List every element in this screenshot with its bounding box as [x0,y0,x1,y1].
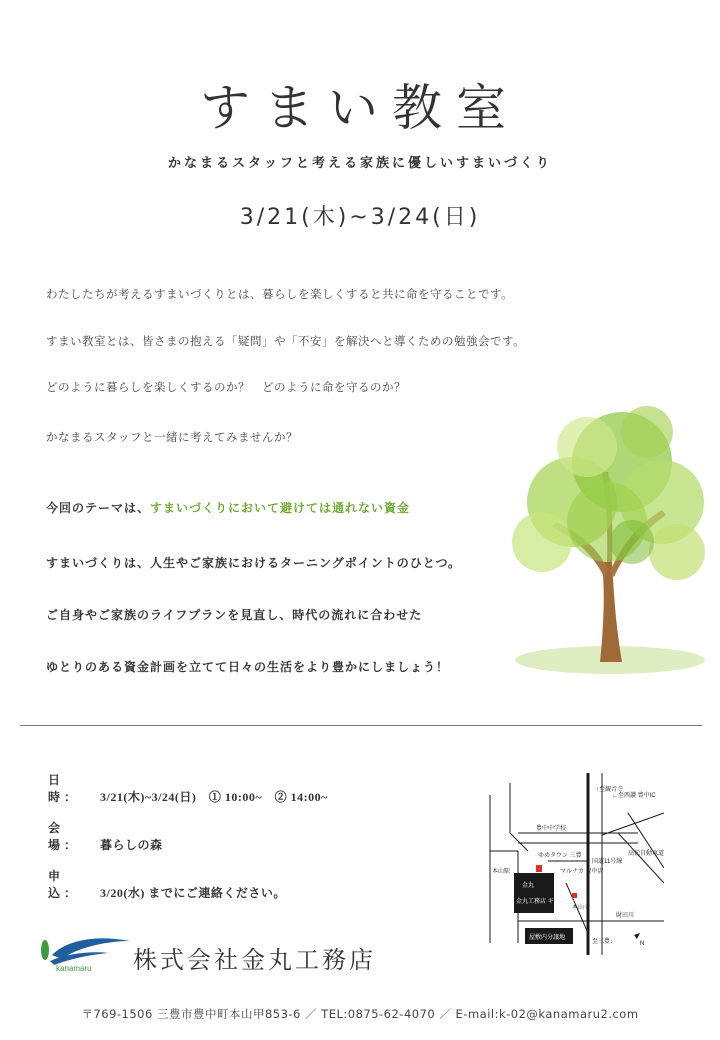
map-label-gallery: 金丸工務店 ギャラリー [516,899,578,905]
company-logo [38,933,133,973]
map-label-river: 財田川 [616,913,635,919]
body-line-1: すまいづくりは、人生やご家族におけるターニングポイントのひとつ。 [46,556,462,570]
logo-wordmark: kanamaru [56,964,92,973]
info-venue-label: 会 場： [48,821,81,852]
footer-contact: 〒769-1506 三豊市豊中町本山甲853-6 ／ TEL:0875-62-4070 ／ E-mail:k-02@kanamaru2.com [81,1007,639,1021]
map-label-north: N [640,941,645,947]
access-map [488,773,664,955]
info-date-value: 3/21(木)~3/24(日) ① 10:00~ ② 14:00~ [100,790,328,804]
info-apply-label: 申 込： [48,869,81,900]
tree-illustration [512,392,708,682]
event-dates: 3/21(木)~3/24(日) [239,205,481,230]
map-label-south: 至三豊↓ [592,939,614,945]
map-label-route: ↑至観音寺 [596,787,624,793]
map-label-store1: ゆめタウン 三豊 [538,853,582,859]
intro-line-2: すまい教室とは、皆さまの抱える「疑問」や「不安」を解決へと導くための勉強会です。 [46,334,526,348]
page-title: すまい教室 [200,79,520,137]
intro-line-4: かなまるスタッフと一緒に考えてみませんか？ [46,430,298,444]
map-label-highway: 高松自動車道 [628,851,664,857]
map-label-site: 屋敷内分譲地 [529,935,566,941]
theme-prefix: 今回のテーマは、 [46,501,151,515]
map-label-ic: ←至西讃 豊中IC [612,793,656,799]
map-label-road: 国道11号線 [592,859,623,865]
company-name: 株式会社金丸工務店 [133,946,376,974]
map-label-temple: 本山寺 [572,905,591,911]
body-line-2: ご自身やご家族のライフプランを見直し、時代の流れに合わせた [46,608,423,622]
theme-highlight: すまいづくりにおいて避けては通れない資金 [150,501,411,515]
section-divider [20,725,702,726]
info-venue-value: 暮らしの森 [100,838,163,852]
map-label-school: 豊中中学校 [536,826,567,832]
intro-line-1: わたしたちが考えるすまいづくりとは、暮らしを楽しくすると共に命を守ることです。 [46,287,514,301]
map-label-venue-small: 金丸 [522,883,535,889]
info-apply-value: 3/20(水) までにご連絡ください。 [100,886,286,900]
info-date [48,771,328,805]
page-subtitle: かなまるスタッフと考える家族に優しいすまいづくり [167,156,552,171]
theme-line [46,499,410,516]
map-label-store2: マルナカ 豊中店 [560,869,604,875]
body-line-3: ゆとりのある資金計画を立てて日々の生活をより豊かにしましょう！ [46,660,450,674]
info-apply [48,867,286,901]
info-date-label: 日 時： [48,773,81,804]
info-venue [48,819,163,853]
intro-line-3: どのように暮らしを楽しくするのか？ どのように命を守るのか？ [46,380,406,394]
map-label-station: 本山駅 [492,869,511,875]
north-arrow-icon [634,933,640,939]
